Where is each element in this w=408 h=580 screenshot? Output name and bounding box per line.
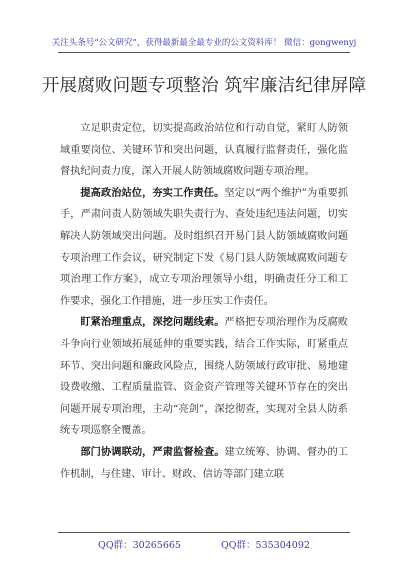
qq-group-2: QQ群：535304092	[220, 540, 310, 551]
footer-divider	[58, 532, 350, 533]
paragraph-lead: 提高政治站位，夯实工作责任。	[80, 187, 225, 199]
page-footer	[0, 537, 408, 551]
paragraph-text: 严格把专项治理作为反腐败斗争向行业领域拓展延伸的重要实践，结合工作实际，盯紧重点环节、突出问题和廉政风险点，围绕人防领域行政审批、易地建设费收缴、工程质量监管、资金资产管理等关键环节存在的突出问题开展专项治理，主动“亮剑”，深挖彻查，实现对全县人防系统专项巡察全覆盖。	[60, 317, 348, 437]
header-divider	[58, 52, 350, 53]
document-title: 开展腐败问题专项整治 筑牢廉洁纪律屏障	[41, 76, 367, 96]
paragraph-text: 立足职责定位，切实提高政治站位和行动自觉，紧盯人防领域重要岗位、关键环节和突出问题，认真履行监督责任，强化监督执纪问责力度，深入开展人防领域腐败问题专项治理。	[60, 123, 348, 178]
qq-group-1: QQ群：30265665	[98, 540, 181, 551]
paragraph-political-stance	[60, 183, 348, 313]
paragraph-intro	[60, 118, 348, 183]
paragraph-governance-focus	[60, 312, 348, 442]
promo-banner: 关注头条号“公文研究”，获得最新最全最专业的公文资料库！ 微信：gongwenyj	[51, 38, 357, 48]
paragraph-coordination	[60, 442, 348, 485]
paragraph-text: 建立统筹、协调、督办的工作机制，与住建、审计、财政、信访等部门建立联	[60, 446, 348, 480]
paragraph-lead: 盯紧治理重点，深挖问题线索。	[80, 317, 225, 329]
paragraph-lead: 部门协调联动，严肃监督检查。	[80, 446, 225, 458]
document-body	[60, 118, 348, 485]
paragraph-text: 坚定以“两个维护”为重要抓手，严肃问责人防领域失职失责行为、查处违纪违法问题，切实解决人防领域突出问题。及时组织召开易门县人防领域腐败问题专项治理工作会议，研究制定下发《易门县人防领域腐败问题专项治理工作方案》，成立专项治理领导小组，明确责任分工和工作要求，强化工作措施，进一步压实工作责任。	[60, 187, 349, 307]
